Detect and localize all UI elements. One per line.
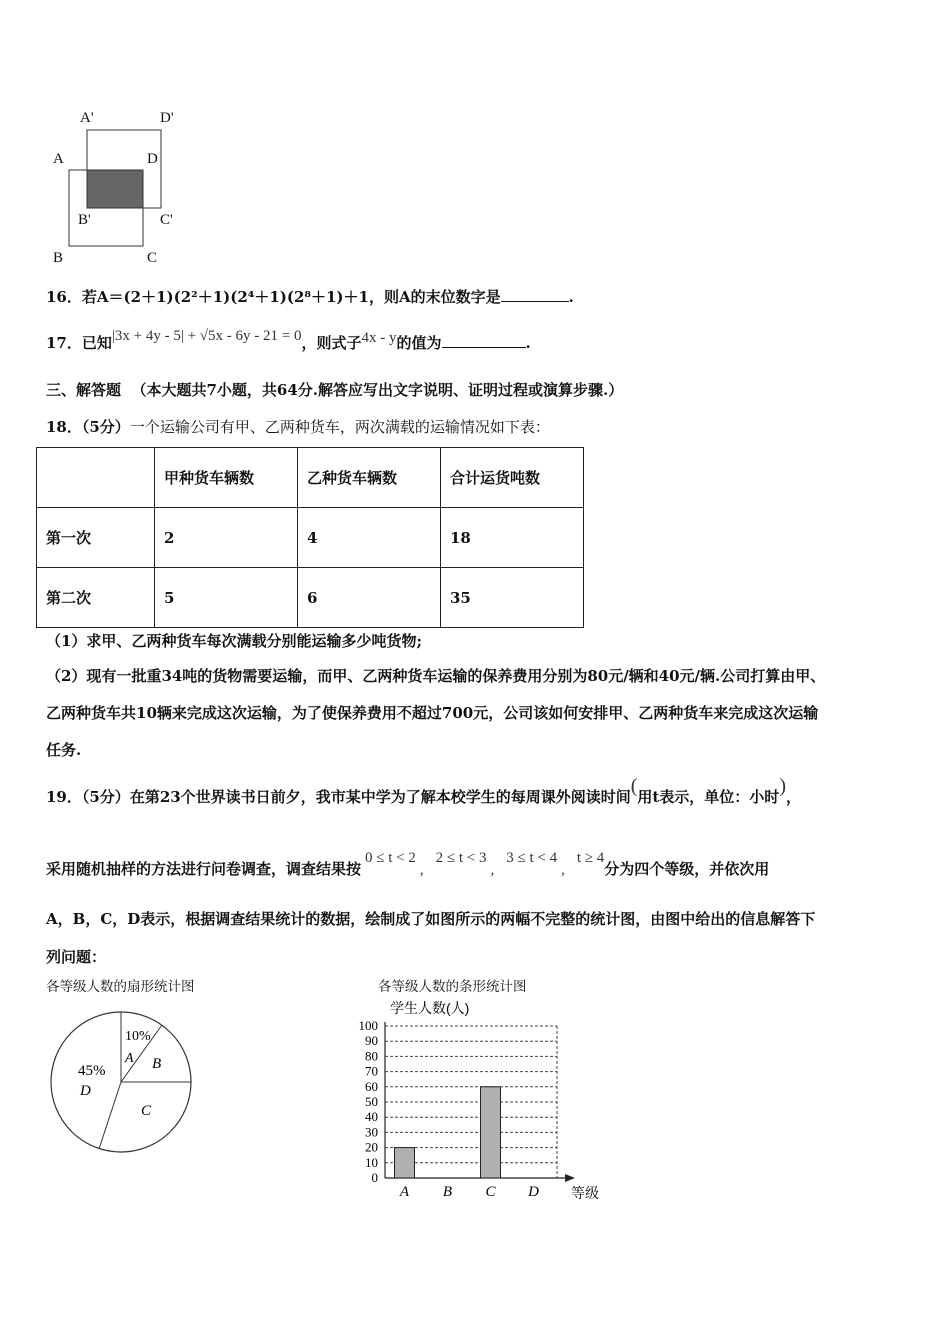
label-d-prime: D' [160,110,174,126]
y-tick-label: 0 [371,1170,378,1185]
table-cell: 6 [298,568,441,628]
pie-label-a-pct: 10% [125,1029,151,1044]
pie-label-a: A [125,1051,134,1066]
answer-blank-16[interactable] [501,287,569,302]
y-tick-label: 20 [365,1139,378,1155]
x-tick-label: C [485,1184,496,1200]
label-c: C [147,250,158,266]
q18-part1: （1）求甲、乙两种货车每次满载分别能运输多少吨货物; [46,632,422,650]
table-header-cell: 甲种货车辆数 [155,448,298,508]
label-a-prime: A' [80,110,94,126]
table-row [37,508,584,568]
pie-divider-c-d [99,1082,121,1149]
pie-label-d-pct: 45% [78,1063,106,1079]
y-tick-label: 10 [365,1154,378,1170]
question-19-line3: A，B，C，D表示，根据调查结果统计的数据，绘制成了如图所示的两幅不完整的统计图，由图中给出的信息解答下 [46,910,816,928]
table-header-cell: 乙种货车辆数 [298,448,441,508]
q18-part2-line3: 任务. [46,741,82,759]
question-17: 17．已知|3x + 4y - 5| + √5x - 6y - 21 = 0，则式子4x - y的值为 . [46,328,531,352]
range-d: t ≥ 4 [576,850,605,866]
square-figure [40,105,200,275]
label-b-prime: B' [78,212,91,228]
bar-c [481,1087,501,1178]
y-tick-label: 50 [365,1094,378,1109]
y-tick-label: 60 [365,1078,378,1094]
y-tick-label: 40 [365,1109,378,1125]
transport-table [36,447,584,628]
q16-expression: A＝(2＋1)(2²＋1)(2⁴＋1)(2⁸＋1)＋1 [96,288,369,306]
y-tick-label: 30 [365,1124,378,1140]
table-cell: 5 [155,568,298,628]
pie-chart [40,1000,210,1170]
x-axis-arrow [565,1174,575,1182]
question-19-line2: 采用随机抽样的方法进行问卷调查，调查结果按0 ≤ t < 2,2 ≤ t < 3,3 ≤ t < 4,t ≥ 4分为四个等级，并依次用 [46,850,770,878]
table-cell: 2 [155,508,298,568]
x-tick-label: B [442,1184,453,1200]
pie-label-c: C [141,1103,152,1119]
section-heading: 三、解答题 （本大题共7小题，共64分.解答应写出文字说明、证明过程或演算步骤.） [46,381,624,399]
x-tick-label: D [528,1184,539,1200]
label-a: A [53,151,64,167]
pie-label-b: B [152,1056,162,1072]
table-cell: 18 [441,508,584,568]
label-c-prime: C' [160,212,173,228]
question-18: 18．（5分）一个运输公司有甲、乙两种货车，两次满载的运输情况如下表： [46,418,550,436]
bar-chart-title: 各等级人数的条形统计图 [378,979,527,994]
label-b: B [53,250,64,266]
y-tick-label: 70 [365,1063,378,1079]
range-c: 3 ≤ t < 4 [506,850,558,866]
question-16: 16．若A＝(2＋1)(2²＋1)(2⁴＋1)(2⁸＋1)＋1，则A的末位数字是 . [46,288,574,306]
y-tick-label: 80 [365,1048,378,1064]
q18-part2-line2: 乙两种货车共10辆来完成这次运输，为了使保养费用不超过700元，公司该如何安排甲、乙两种货车来完成这次运输 [46,704,819,722]
answer-blank-17[interactable] [442,333,526,348]
bar-chart [340,993,600,1208]
pie-chart-title: 各等级人数的扇形统计图 [46,979,195,994]
y-tick-label: 90 [365,1033,378,1049]
table-cell: 35 [441,568,584,628]
range-a: 0 ≤ t < 2 [365,850,416,866]
table-row [37,568,584,628]
y-axis-label: 学生人数(人) [390,1000,470,1016]
y-tick-label: 100 [358,1018,378,1033]
q18-part2-line1: （2）现有一批重34吨的货物需要运输，而甲、乙两种货车运输的保养费用分别为80元/辆和40元/辆.公司打算由甲、 [46,667,826,685]
x-axis-label: 等级 [571,1185,599,1201]
pie-label-d: D [80,1083,91,1099]
table-header-cell [37,448,155,508]
table-cell: 第一次 [37,508,155,568]
bar-a [395,1148,415,1178]
question-19-line4: 列问题： [46,948,107,966]
table-header-cell: 合计运货吨数 [441,448,584,508]
table-cell: 第二次 [37,568,155,628]
q17-expression: 4x - y [361,330,397,346]
label-d: D [147,151,158,167]
x-tick-label: A [399,1184,410,1200]
range-b: 2 ≤ t < 3 [435,850,487,866]
table-cell: 4 [298,508,441,568]
overlap-shaded [87,170,143,208]
q17-condition: |3x + 4y - 5| + √5x - 6y - 21 = 0 [111,328,302,344]
question-19-line1: 19．（5分）在第23个世界读书日前夕，我市某中学为了解本校学生的每周课外阅读时间(用t表示，单位：小时)， [46,775,801,806]
